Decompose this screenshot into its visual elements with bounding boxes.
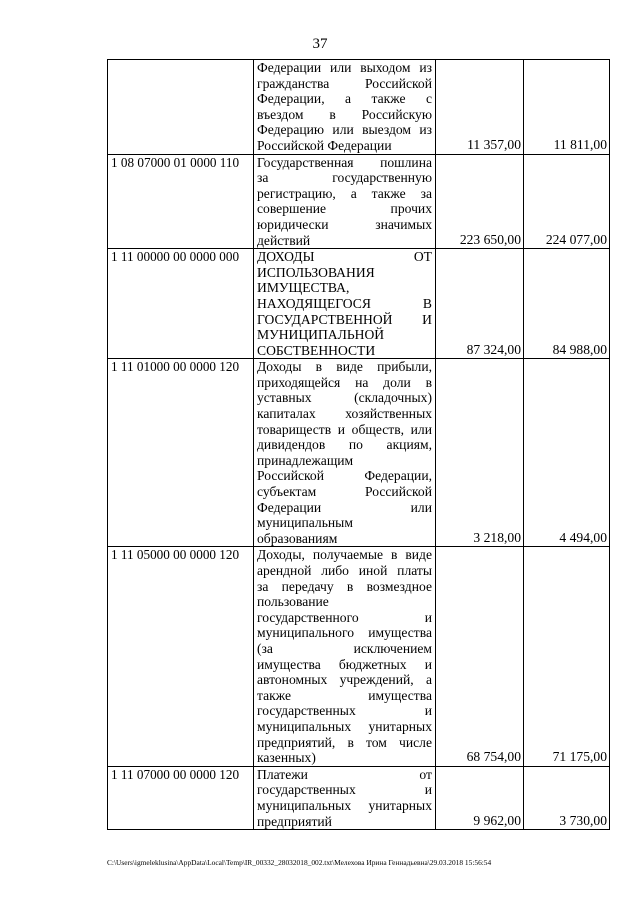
revenue-name-line: муниципального имущества <box>257 625 432 641</box>
revenue-name-line: ГОСУДАРСТВЕННОЙ И <box>257 311 432 327</box>
revenue-name-cell <box>254 547 436 766</box>
revenue-name-line: въездом в Российскую <box>257 106 432 122</box>
revenue-name-line: за государственную <box>257 170 432 186</box>
file-path-footer: C:\Users\igmeleklusina\AppData\Local\Temp\IR_00332_28032018_002.txt\Мелехова Ирина Геннадьевна\29.03.2018 15:56:54 <box>107 858 492 867</box>
revenue-name-line: муниципальным <box>257 515 353 531</box>
revenue-name-line: Доходы в виде прибыли, <box>257 359 432 375</box>
amount-year-2-cell: 71 175,00 <box>524 547 610 766</box>
revenue-name-line: Федерации или <box>257 499 432 515</box>
amount-year-2-cell: 4 494,00 <box>524 359 610 547</box>
revenue-name-line: товариществ и обществ, или <box>257 421 432 437</box>
revenue-name-cell <box>254 359 436 547</box>
budget-code-cell: 1 11 01000 00 0000 120 <box>108 359 254 547</box>
revenue-name-line: государственных и <box>257 703 432 719</box>
revenue-name-line: уставных (складочных) <box>257 390 432 406</box>
revenue-name-line: муниципальных унитарных <box>257 718 432 734</box>
revenue-table <box>107 59 610 830</box>
amount-year-1-cell: 9 962,00 <box>436 766 524 829</box>
revenue-name-line: Российской Федерации <box>257 137 392 153</box>
revenue-name-line: предприятий, в том числе <box>257 734 432 750</box>
revenue-name-line: Федерацию или выездом из <box>257 122 432 138</box>
revenue-name-line: принадлежащим <box>257 452 354 468</box>
revenue-name-line: автономных учреждений, а <box>257 672 432 688</box>
budget-code-cell: 1 11 07000 00 0000 120 <box>108 766 254 829</box>
revenue-name-cell <box>254 60 436 155</box>
revenue-name-line: МУНИЦИПАЛЬНОЙ <box>257 327 385 343</box>
table-row <box>108 60 610 155</box>
amount-year-1-cell: 11 357,00 <box>436 60 524 155</box>
revenue-name-line: пользование <box>257 594 329 610</box>
revenue-name-line: Федерации, а также с <box>257 91 432 107</box>
revenue-name-line: юридически значимых <box>257 216 432 232</box>
table-row <box>108 154 610 249</box>
revenue-name-cell <box>254 249 436 359</box>
revenue-name-line: гражданства Российской <box>257 75 432 91</box>
budget-code-cell: 1 08 07000 01 0000 110 <box>108 154 254 249</box>
revenue-name-line: субъектам Российской <box>257 484 432 500</box>
revenue-name-line: совершение прочих <box>257 201 432 217</box>
budget-code-cell: 1 11 00000 00 0000 000 <box>108 249 254 359</box>
revenue-name-line: ИМУЩЕСТВА, <box>257 280 350 296</box>
revenue-table-body <box>108 60 610 830</box>
revenue-name-line: казенных) <box>257 750 316 766</box>
budget-code-cell: 1 11 05000 00 0000 120 <box>108 547 254 766</box>
amount-year-1-cell: 223 650,00 <box>436 154 524 249</box>
revenue-name-line: действий <box>257 232 311 248</box>
revenue-name-line: СОБСТВЕННОСТИ <box>257 342 376 358</box>
revenue-name-line: арендной либо иной платы <box>257 563 432 578</box>
revenue-name-line: Платежи от <box>257 766 432 782</box>
revenue-name-line: регистрацию, а также за <box>257 185 432 201</box>
revenue-name-line: предприятий <box>257 813 332 829</box>
revenue-name-line: государственного и <box>257 609 432 625</box>
revenue-name-line: имущества бюджетных и <box>257 656 432 672</box>
revenue-name-line: Федерации или выходом из <box>257 60 432 75</box>
revenue-name-line: капиталах хозяйственных <box>257 406 432 422</box>
revenue-name-line: также имущества <box>257 687 432 703</box>
revenue-name-line: муниципальных унитарных <box>257 797 432 813</box>
budget-code-cell <box>108 60 254 155</box>
amount-year-2-cell: 224 077,00 <box>524 154 610 249</box>
revenue-name-line: за передачу в возмездное <box>257 578 432 594</box>
amount-year-2-cell: 3 730,00 <box>524 766 610 829</box>
amount-year-1-cell: 3 218,00 <box>436 359 524 547</box>
page-number: 37 <box>312 36 328 52</box>
revenue-name-line: ИСПОЛЬЗОВАНИЯ <box>257 264 375 280</box>
amount-year-1-cell: 87 324,00 <box>436 249 524 359</box>
revenue-name-cell <box>254 154 436 249</box>
revenue-name-line: ДОХОДЫ ОТ <box>257 249 432 265</box>
revenue-name-line: государственных и <box>257 782 432 798</box>
revenue-name-line: дивидендов по акциям, <box>257 437 432 453</box>
amount-year-2-cell: 11 811,00 <box>524 60 610 155</box>
amount-year-2-cell: 84 988,00 <box>524 249 610 359</box>
revenue-name-cell <box>254 766 436 829</box>
revenue-name-line: Государственная пошлина <box>257 154 432 170</box>
table-row <box>108 547 610 766</box>
revenue-name-line: (за исключением <box>257 640 432 656</box>
revenue-name-line: Доходы, получаемые в виде <box>257 547 432 563</box>
revenue-name-line: Российской Федерации, <box>257 468 432 484</box>
revenue-name-line: приходящейся на доли в <box>257 374 432 390</box>
table-row <box>108 766 610 829</box>
table-row <box>108 249 610 359</box>
table-row <box>108 359 610 547</box>
revenue-name-line: НАХОДЯЩЕГОСЯ В <box>257 295 432 311</box>
amount-year-1-cell: 68 754,00 <box>436 547 524 766</box>
revenue-name-line: образованиям <box>257 530 338 546</box>
